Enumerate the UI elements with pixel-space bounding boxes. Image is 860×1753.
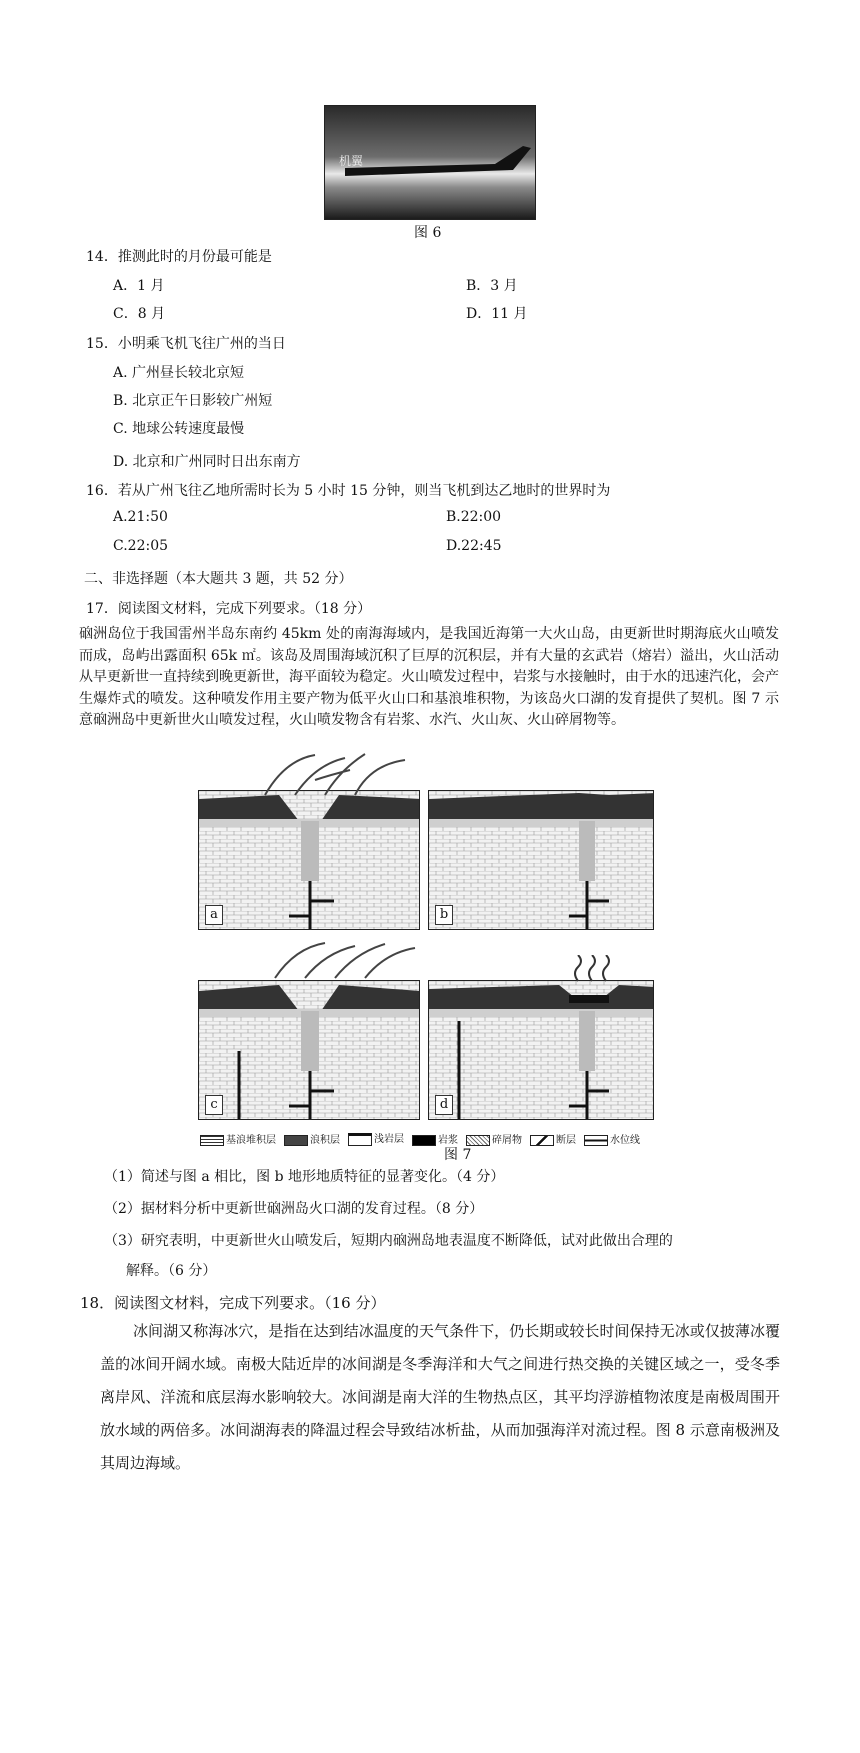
q17-material: 硇洲岛位于我国雷州半岛东南约 45km 处的南海海域内，是我国近海第一大火山岛，由更新世时期海底火山喷发而成，岛屿出露面积 65k ㎡。该岛及周围海域沉积了巨厚的沉积层，并有大量的玄武岩（熔岩）溢出，火山活动从早更新世一直持续到晚更新世，海平面较为稳定。火山喷发过程中，岩浆与水接触时，由于水的迅速汽化，会产生爆炸式的喷发。这种喷发作用主要产物为低平火山口和基浪堆积物，为该岛火口湖的发育提供了契机。图 7 示意硇洲岛中更新世火山喷发过程，火山喷发物含有岩浆、水汽、火山灰、火山碎屑物等。 xyxy=(79,626,779,728)
figure-7-caption: 图 7 xyxy=(444,1147,472,1163)
steam-icon xyxy=(570,955,620,983)
q14-option-a: A．1 月 xyxy=(113,278,165,294)
figure-7-panel-a-label: a xyxy=(205,905,223,925)
q15-option-a: A. 广州昼长较北京短 xyxy=(113,365,245,381)
figure-7-panel-d xyxy=(428,980,654,1120)
airplane-wing-icon xyxy=(345,146,535,176)
figure-7-panel-c xyxy=(198,980,420,1120)
q17-sub2: （2）据材料分析中更新世硇洲岛火口湖的发育过程。（8 分） xyxy=(104,1201,484,1217)
q14-option-b: B．3 月 xyxy=(466,278,518,294)
figure-7-panel-a xyxy=(198,790,420,930)
legend-item-5: 碎屑物 xyxy=(466,1131,522,1146)
q17-sub3-line1: （3）研究表明，中更新世火山喷发后，短期内硇洲岛地表温度不断降低，试对此做出合理的 xyxy=(104,1233,673,1249)
legend-item-2: 浪积层 xyxy=(284,1131,340,1146)
eruption-cloud-c xyxy=(265,938,425,983)
q15-option-c: C. 地球公转速度最慢 xyxy=(113,421,245,437)
q17-stem: 17．阅读图文材料，完成下列要求。（18 分） xyxy=(86,601,372,617)
figure-6-photo xyxy=(324,105,536,220)
q16-option-a: A.21:50 xyxy=(113,509,168,525)
legend-item-1: 基浪堆积层 xyxy=(200,1131,276,1146)
figure-6-caption: 图 6 xyxy=(414,225,442,241)
legend-item-3: 浅岩层 xyxy=(348,1130,404,1146)
legend-item-7: 水位线 xyxy=(584,1131,640,1146)
q14-option-d: D．11 月 xyxy=(466,306,528,322)
q16-option-d: D.22:45 xyxy=(446,538,502,554)
legend-item-4: 岩浆 xyxy=(412,1131,458,1146)
figure-7-panel-d-label: d xyxy=(435,1095,453,1115)
eruption-cloud-a xyxy=(255,750,425,800)
q17-sub1: （1）简述与图 a 相比，图 b 地形地质特征的显著变化。（4 分） xyxy=(104,1169,505,1185)
q16-stem: 16．若从广州飞往乙地所需时长为 5 小时 15 分钟，则当飞机到达乙地时的世界时为 xyxy=(86,483,611,499)
q15-option-d: D. 北京和广州同时日出东南方 xyxy=(113,454,301,470)
q14-option-c: C．8 月 xyxy=(113,306,166,322)
q15-stem: 15．小明乘飞机飞往广州的当日 xyxy=(86,336,286,352)
section-2-heading: 二、非选择题（本大题共 3 题，共 52 分） xyxy=(84,571,353,587)
figure-6-image-label: 机翼 xyxy=(339,154,364,168)
q18-material: 冰间湖又称海冰穴，是指在达到结冰温度的天气条件下，仍长期或较长时间保持无冰或仅披薄冰覆盖的冰间开阔水域。南极大陆近岸的冰间湖是冬季海洋和大气之间进行热交换的关键区域之一，受冬季离岸风、洋流和底层海水影响较大。冰间湖是南大洋的生物热点区，其平均浮游植物浓度是南极周围开放水域的两倍多。冰间湖海表的降温过程会导致结冰析盐，从而加强海洋对流过程。图 8 示意南极洲及其周边海域。 xyxy=(100,1322,780,1472)
q16-option-c: C.22:05 xyxy=(113,538,169,554)
q14-stem: 14．推测此时的月份最可能是 xyxy=(86,249,272,265)
q16-option-b: B.22:00 xyxy=(446,509,502,525)
legend-item-6: 断层 xyxy=(530,1131,576,1146)
figure-7-panel-b xyxy=(428,790,654,930)
figure-7-panel-b-label: b xyxy=(435,905,453,925)
q15-option-b: B. 北京正午日影较广州短 xyxy=(113,393,273,409)
q18-stem: 18．阅读图文材料，完成下列要求。（16 分） xyxy=(80,1294,386,1312)
q17-sub3-line2: 解释。（6 分） xyxy=(126,1263,217,1279)
figure-7-legend xyxy=(200,1130,650,1146)
figure-7-panel-c-label: c xyxy=(205,1095,223,1115)
